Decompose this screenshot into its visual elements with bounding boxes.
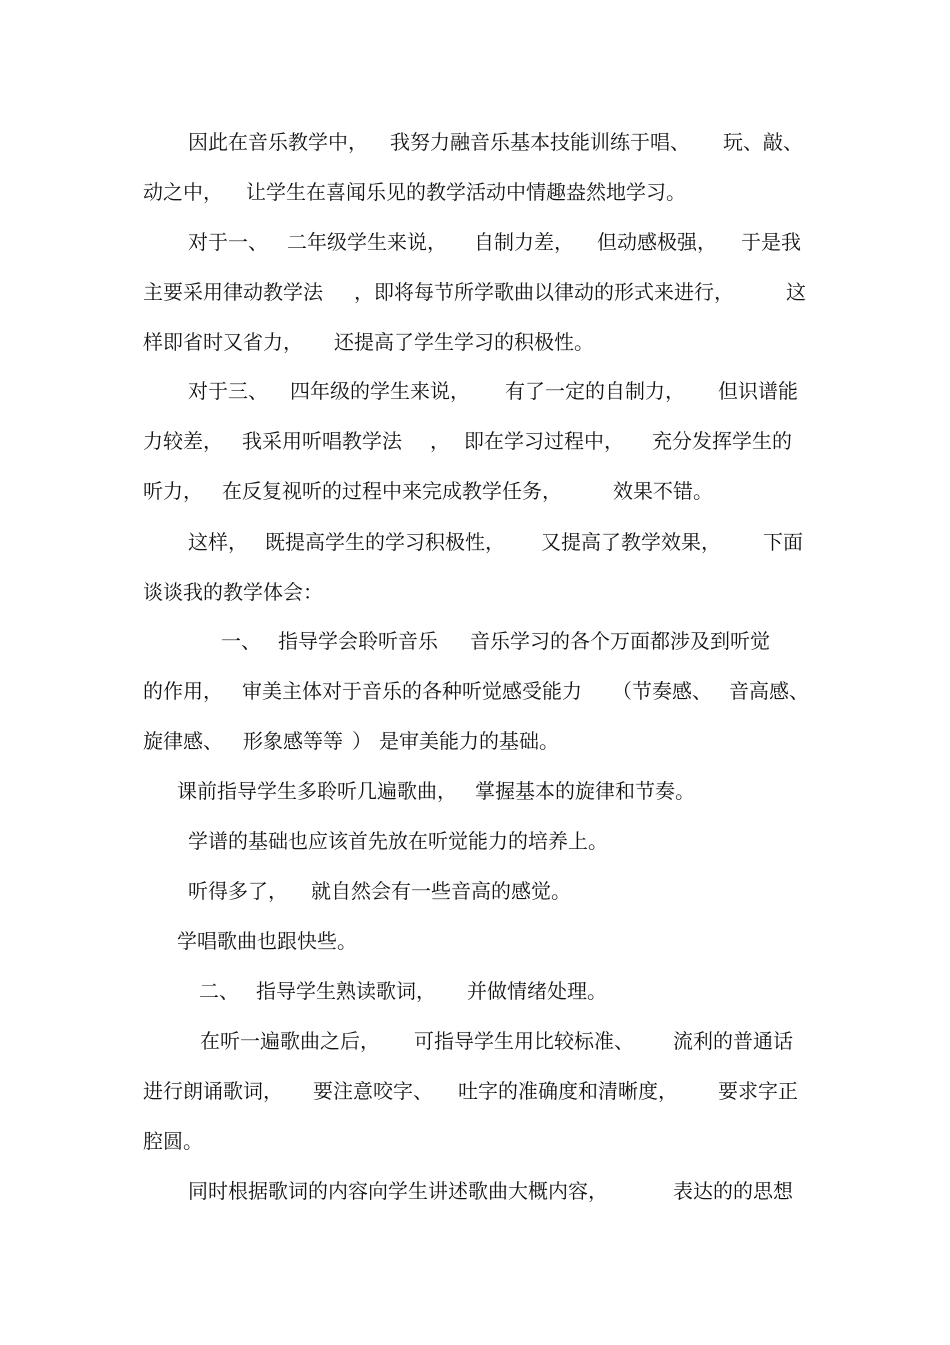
text-segment: 音乐学习的各个万面都涉及到听觉 <box>470 629 770 653</box>
text-segment: 玩、敲、 <box>723 130 803 154</box>
text-segment: 还提高了学生学习的积极性。 <box>334 330 594 354</box>
text-segment: 要求字正 <box>718 1079 798 1103</box>
text-segment: 即在学习过程中， <box>464 429 624 453</box>
text-segment: 吐字的准确度和清晰度， <box>458 1079 678 1103</box>
text-segment: 二、 <box>199 979 239 1003</box>
text-segment: 这 <box>786 280 806 304</box>
text-segment: 同时根据歌词的内容向学生讲述歌曲大概内容， <box>188 1179 608 1203</box>
text-segment: 四年级的学生来说， <box>290 379 470 403</box>
text-segment: 充分发挥学生的 <box>652 429 792 453</box>
text-segment: 在听一遍歌曲之后， <box>200 1029 380 1053</box>
text-segment: 有了一定的自制力， <box>505 379 685 403</box>
text-segment: 审美主体对于音乐的各种听觉感受能力 <box>242 679 582 703</box>
text-segment: 让学生在喜闻乐见的教学活动中情趣盎然地学习。 <box>246 180 686 204</box>
text-segment: 课前指导学生多聆听几遍歌曲， <box>177 779 457 803</box>
text-segment: 的作用， <box>143 679 223 703</box>
text-segment: 动之中， <box>143 180 223 204</box>
text-segment: 音高感、 <box>729 679 809 703</box>
text-segment: 进行朗诵歌词， <box>143 1079 283 1103</box>
text-segment: 旋律感、 <box>143 729 223 753</box>
text-segment: 听得多了， <box>188 879 288 903</box>
text-segment: 效果不错。 <box>613 479 713 503</box>
text-segment: 掌握基本的旋律和节奏。 <box>475 779 695 803</box>
text-segment: 腔圆。 <box>143 1129 203 1153</box>
text-segment: 自制力差， <box>474 230 574 254</box>
text-segment: ， <box>430 429 450 453</box>
text-segment: 在反复视听的过程中来完成教学任务， <box>222 479 562 503</box>
text-segment: 这样， <box>188 530 248 554</box>
text-segment: 一、 <box>221 629 261 653</box>
text-segment: 二年级学生来说， <box>287 230 447 254</box>
text-segment: 样即省时又省力， <box>143 330 303 354</box>
text-segment: 要注意咬字、 <box>313 1079 433 1103</box>
text-segment: 对于一、 <box>188 230 268 254</box>
text-segment: 我努力融音乐基本技能训练于唱、 <box>390 130 690 154</box>
text-segment: ） <box>352 729 372 753</box>
text-segment: 既提高学生的学习积极性， <box>265 530 505 554</box>
text-segment: 对于三、 <box>188 379 268 403</box>
text-segment: 就自然会有一些音高的感觉。 <box>311 879 571 903</box>
text-segment: 并做情绪处理。 <box>467 979 607 1003</box>
text-segment: 表达的的思想 <box>673 1179 793 1203</box>
text-segment: 听力， <box>143 479 203 503</box>
text-segment: 是审美能力的基础。 <box>379 729 559 753</box>
text-segment: 形象感等等 <box>243 729 343 753</box>
text-segment: 力较差， <box>143 429 223 453</box>
text-segment: （节奏感、 <box>612 679 712 703</box>
text-segment: 指导学生熟读歌词， <box>256 979 436 1003</box>
text-segment: 但动感极强， <box>597 230 717 254</box>
text-segment: 可指导学生用比较标准、 <box>414 1029 634 1053</box>
text-segment: ，即将每节所学歌曲以律动的形式来进行， <box>354 280 734 304</box>
text-segment: 学谱的基础也应该首先放在听觉能力的培养上。 <box>188 829 608 853</box>
text-segment: 流利的普通话 <box>673 1029 793 1053</box>
text-segment: 指导学会聆听音乐 <box>278 629 438 653</box>
text-segment: 又提高了教学效果， <box>541 530 721 554</box>
text-segment: 学唱歌曲也跟快些。 <box>177 929 357 953</box>
text-segment: 主要采用律动教学法 <box>143 280 323 304</box>
text-segment: 于是我 <box>741 230 801 254</box>
text-segment: 因此在音乐教学中， <box>188 130 368 154</box>
text-segment: 我采用听唱教学法 <box>242 429 402 453</box>
text-segment: 但识谱能 <box>718 379 798 403</box>
text-segment: 下面 <box>763 530 803 554</box>
text-segment: 谈谈我的教学体会： <box>143 580 323 604</box>
